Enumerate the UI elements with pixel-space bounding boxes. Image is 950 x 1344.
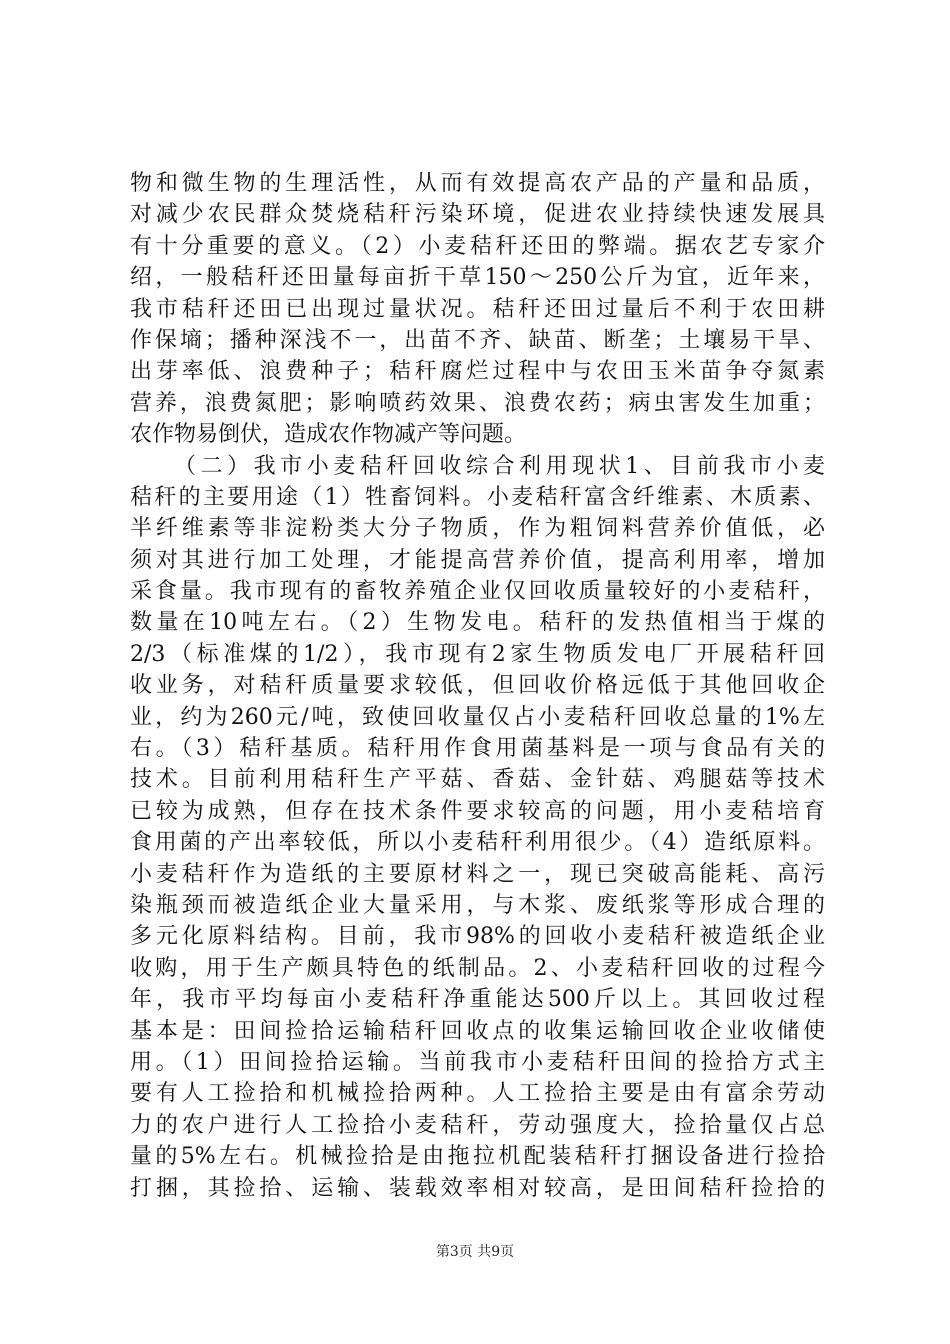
text-line: 已较为成熟，但存在技术条件要求较高的问题，用小麦秸培育 <box>130 798 825 824</box>
text-line: 基本是：田间捡拾运输秸秆回收点的收集运输回收企业收储使 <box>130 1018 825 1044</box>
text-line: 2/3（标准煤的1/2），我市现有2家生物质发电厂开展秸秆回 <box>130 641 825 667</box>
text-line: 染瓶颈而被造纸企业大量采用，与木浆、废纸浆等形成合理的 <box>130 892 825 918</box>
text-line: 物和微生物的生理活性，从而有效提高农产品的产量和品质， <box>130 171 825 196</box>
text-line: 多元化原料结构。目前，我市98%的回收小麦秸秆被造纸企业 <box>130 924 825 950</box>
text-line: 采食量。我市现有的畜牧养殖企业仅回收质量较好的小麦秸秆， <box>130 579 825 605</box>
text-line: 用。（1）田间捡拾运输。当前我市小麦秸秆田间的捡拾方式主 <box>130 1049 825 1075</box>
text-line: 数量在10吨左右。（2）生物发电。秸秆的发热值相当于煤的 <box>130 610 825 636</box>
text-line: 力的农户进行人工捡拾小麦秸秆，劳动强度大，捡拾量仅占总 <box>130 1112 825 1138</box>
text-line: 对减少农民群众焚烧秸秆污染环境，促进农业持续快速发展具 <box>130 202 825 228</box>
text-line: 小麦秸秆作为造纸的主要原材料之一，现已突破高能耗、高污 <box>130 861 825 887</box>
page-number: 第3页 共9页 <box>435 1244 515 1260</box>
text-line: 秸秆的主要用途（1）牲畜饲料。小麦秸秆富含纤维素、木质素、 <box>130 484 825 510</box>
page-footer <box>0 1241 950 1261</box>
paragraph-end-line: 农作物易倒伏，造成农作物减产等问题。 <box>130 422 527 448</box>
text-line: 右。（3）秸秆基质。秸秆用作食用菌基料是一项与食品有关的 <box>130 736 825 762</box>
text-line: 收业务，对秸秆质量要求较低，但回收价格远低于其他回收企 <box>130 673 825 699</box>
text-line: 收购，用于生产颇具特色的纸制品。2、小麦秸秆回收的过程今 <box>130 955 825 981</box>
text-line: 技术。目前利用秸秆生产平菇、香菇、金针菇、鸡腿菇等技术 <box>130 767 825 793</box>
text-line: 须对其进行加工处理，才能提高营养价值，提高利用率，增加 <box>130 547 825 573</box>
text-line: 要有人工捡拾和机械捡拾两种。人工捡拾主要是由有富余劳动 <box>130 1081 825 1107</box>
text-line: 作保墒；播种深浅不一，出苗不齐、缺苗、断垄；土壤易干旱、 <box>130 327 825 353</box>
text-line: 我市秸秆还田已出现过量状况。秸秆还田过量后不利于农田耕 <box>130 296 825 322</box>
text-line: 营养，浪费氮肥；影响喷药效果、浪费农药；病虫害发生加重； <box>130 390 825 416</box>
text-line: 量的5%左右。机械捡拾是由拖拉机配装秸秆打捆设备进行捡拾 <box>130 1144 825 1170</box>
text-line: 绍，一般秸秆还田量每亩折干草150～250公斤为宜，近年来， <box>130 265 825 291</box>
text-line: 业，约为260元/吨，致使回收量仅占小麦秸秆回收总量的1%左 <box>130 704 825 730</box>
text-line: 出芽率低、浪费种子；秸秆腐烂过程中与农田玉米苗争夺氮素 <box>130 359 825 385</box>
body-text <box>130 168 825 1204</box>
text-line: 有十分重要的意义。（2）小麦秸秆还田的弊端。据农艺专家介 <box>130 233 825 259</box>
text-line: 半纤维素等非淀粉类大分子物质，作为粗饲料营养价值低，必 <box>130 516 825 542</box>
text-line: 打捆，其捡拾、运输、装载效率相对较高，是田间秸秆捡拾的 <box>130 1175 825 1201</box>
text-line: 年，我市平均每亩小麦秸秆净重能达500斤以上。其回收过程 <box>130 987 825 1013</box>
paragraph-start-line: （二）我市小麦秸秆回收综合利用现状1、目前我市小麦 <box>174 453 825 479</box>
text-line: 食用菌的产出率较低，所以小麦秸秆利用很少。（4）造纸原料。 <box>130 830 825 856</box>
